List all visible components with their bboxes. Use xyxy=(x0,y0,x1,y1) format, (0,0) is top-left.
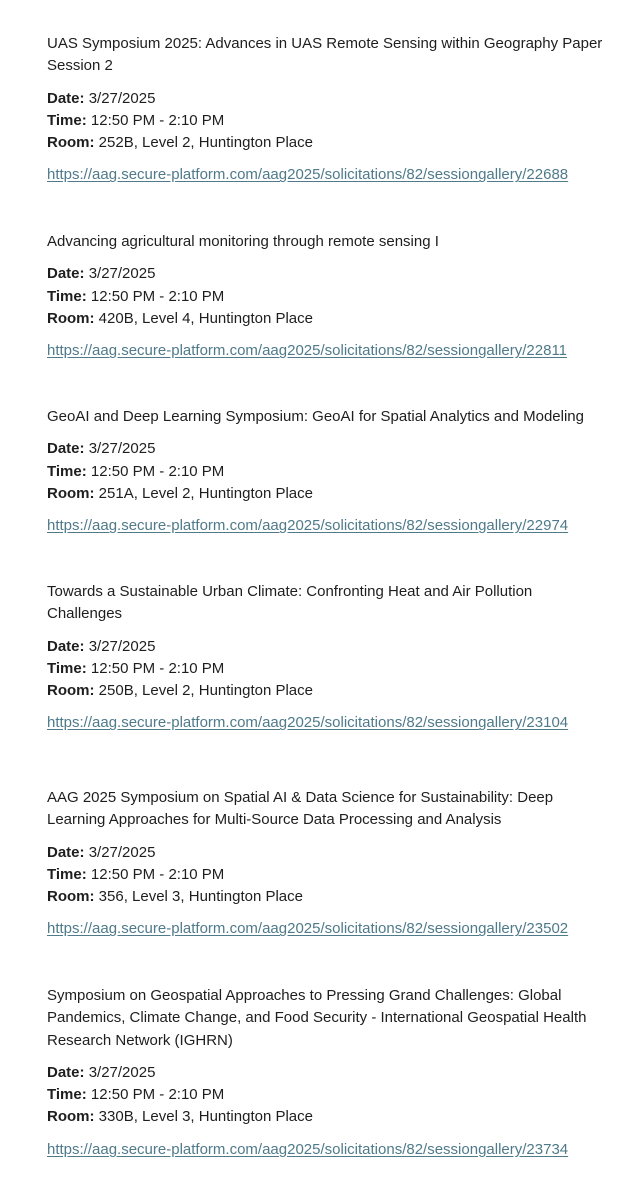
time-label: Time: xyxy=(47,111,87,129)
session-room: 420B, Level 4, Huntington Place xyxy=(98,309,313,327)
date-label: Date: xyxy=(47,637,85,655)
room-label: Room: xyxy=(47,134,95,152)
session-time: 12:50 PM - 2:10 PM xyxy=(90,462,225,480)
session-time-line xyxy=(47,1084,607,1106)
session-entry xyxy=(47,33,607,186)
session-title: UAS Symposium 2025: Advances in UAS Remote Sensing within Geography Paper Session 2 xyxy=(47,35,603,75)
date-label: Date: xyxy=(47,89,85,107)
session-date: 3/27/2025 xyxy=(88,1063,156,1081)
session-date: 3/27/2025 xyxy=(88,843,156,861)
session-entry xyxy=(47,231,607,362)
session-room-line xyxy=(47,680,607,702)
session-room-line xyxy=(47,1106,607,1128)
session-time-line xyxy=(47,461,607,483)
session-room: 252B, Level 2, Huntington Place xyxy=(98,134,313,152)
session-entry xyxy=(47,581,607,734)
session-date-line xyxy=(47,1062,607,1084)
session-entry xyxy=(47,787,607,940)
session-date-line xyxy=(47,88,607,110)
session-details xyxy=(47,1062,607,1129)
date-label: Date: xyxy=(47,843,85,861)
session-time-line xyxy=(47,658,607,680)
time-label: Time: xyxy=(47,462,87,480)
session-room: 251A, Level 2, Huntington Place xyxy=(98,484,313,502)
session-date-line xyxy=(47,263,607,285)
session-details xyxy=(47,438,607,505)
date-label: Date: xyxy=(47,440,85,458)
session-room-line xyxy=(47,308,607,330)
session-room: 250B, Level 2, Huntington Place xyxy=(98,682,313,700)
session-room: 330B, Level 3, Huntington Place xyxy=(98,1108,313,1126)
room-label: Room: xyxy=(47,1108,95,1126)
date-label: Date: xyxy=(47,1063,85,1081)
session-title: AAG 2025 Symposium on Spatial AI & Data Science for Sustainability: Deep Learning Approaches for Multi-Source Data Processing and Analysis xyxy=(47,789,554,829)
session-entry xyxy=(47,985,607,1161)
session-time: 12:50 PM - 2:10 PM xyxy=(90,1086,225,1104)
session-time: 12:50 PM - 2:10 PM xyxy=(90,111,225,129)
session-gallery-link[interactable]: https://aag.secure-platform.com/aag2025/solicitations/82/sessiongallery/23104 xyxy=(47,714,569,732)
session-gallery-link[interactable]: https://aag.secure-platform.com/aag2025/solicitations/82/sessiongallery/22974 xyxy=(47,517,569,535)
session-room-line xyxy=(47,483,607,505)
session-title: Towards a Sustainable Urban Climate: Confronting Heat and Air Pollution Challenges xyxy=(47,583,533,623)
session-title: Symposium on Geospatial Approaches to Pressing Grand Challenges: Global Pandemics, Climate Change, and Food Security - International Geospatial Health Research Network (IGHRN) xyxy=(47,987,587,1049)
session-time: 12:50 PM - 2:10 PM xyxy=(90,287,225,305)
time-label: Time: xyxy=(47,287,87,305)
time-label: Time: xyxy=(47,865,87,883)
session-time-line xyxy=(47,286,607,308)
session-room-line xyxy=(47,132,607,154)
session-date-line xyxy=(47,438,607,460)
date-label: Date: xyxy=(47,265,85,283)
session-date: 3/27/2025 xyxy=(88,637,156,655)
session-entry xyxy=(47,406,607,537)
session-date: 3/27/2025 xyxy=(88,440,156,458)
room-label: Room: xyxy=(47,309,95,327)
session-room-line xyxy=(47,886,607,908)
session-time: 12:50 PM - 2:10 PM xyxy=(90,865,225,883)
session-date: 3/27/2025 xyxy=(88,265,156,283)
session-date-line xyxy=(47,636,607,658)
time-label: Time: xyxy=(47,659,87,677)
time-label: Time: xyxy=(47,1086,87,1104)
session-title: GeoAI and Deep Learning Symposium: GeoAI for Spatial Analytics and Modeling xyxy=(47,408,584,425)
session-details xyxy=(47,842,607,909)
session-gallery-link[interactable]: https://aag.secure-platform.com/aag2025/solicitations/82/sessiongallery/22811 xyxy=(47,342,568,360)
session-gallery-link[interactable]: https://aag.secure-platform.com/aag2025/solicitations/82/sessiongallery/23734 xyxy=(47,1140,569,1158)
session-gallery-link[interactable]: https://aag.secure-platform.com/aag2025/solicitations/82/sessiongallery/23502 xyxy=(47,920,569,938)
room-label: Room: xyxy=(47,484,95,502)
room-label: Room: xyxy=(47,682,95,700)
session-date: 3/27/2025 xyxy=(88,89,156,107)
session-details xyxy=(47,88,607,155)
session-title: Advancing agricultural monitoring through remote sensing I xyxy=(47,233,439,250)
session-time-line xyxy=(47,110,607,132)
session-time: 12:50 PM - 2:10 PM xyxy=(90,659,225,677)
session-time-line xyxy=(47,864,607,886)
room-label: Room: xyxy=(47,888,95,906)
session-date-line xyxy=(47,842,607,864)
session-details xyxy=(47,263,607,330)
session-gallery-link[interactable]: https://aag.secure-platform.com/aag2025/solicitations/82/sessiongallery/22688 xyxy=(47,166,569,184)
session-room: 356, Level 3, Huntington Place xyxy=(98,888,303,906)
session-details xyxy=(47,636,607,703)
